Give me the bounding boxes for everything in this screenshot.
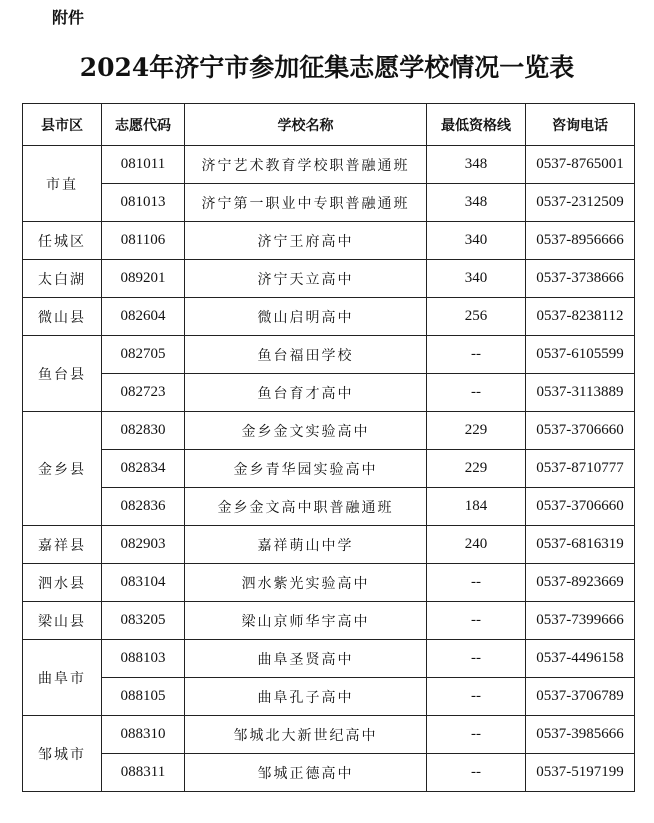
school-name-cell: 金乡金文高中职普融通班 (185, 488, 427, 526)
min-score-cell: 229 (427, 412, 526, 450)
table-row (23, 184, 635, 222)
code-cell: 082903 (102, 526, 185, 564)
min-score-cell: -- (427, 564, 526, 602)
district-cell: 邹城市 (23, 716, 102, 792)
school-name-cell: 鱼台育才高中 (185, 374, 427, 412)
district-cell: 梁山县 (23, 602, 102, 640)
phone-cell: 0537-8710777 (526, 450, 635, 488)
phone-cell: 0537-3706660 (526, 488, 635, 526)
min-score-cell: 240 (427, 526, 526, 564)
table-row (23, 678, 635, 716)
table-row (23, 336, 635, 374)
school-name-cell: 曲阜孔子高中 (185, 678, 427, 716)
code-cell: 082705 (102, 336, 185, 374)
min-score-cell: -- (427, 374, 526, 412)
phone-cell: 0537-7399666 (526, 602, 635, 640)
code-cell: 083104 (102, 564, 185, 602)
code-cell: 081013 (102, 184, 185, 222)
min-score-cell: 340 (427, 222, 526, 260)
school-name-cell: 梁山京师华宇高中 (185, 602, 427, 640)
phone-cell: 0537-3985666 (526, 716, 635, 754)
phone-cell: 0537-6105599 (526, 336, 635, 374)
table-row (23, 564, 635, 602)
code-cell: 081011 (102, 146, 185, 184)
code-cell: 088105 (102, 678, 185, 716)
table-row (23, 640, 635, 678)
min-score-cell: -- (427, 678, 526, 716)
code-cell: 082834 (102, 450, 185, 488)
code-cell: 082604 (102, 298, 185, 336)
header-school: 学校名称 (185, 104, 427, 146)
school-name-cell: 济宁王府高中 (185, 222, 427, 260)
phone-cell: 0537-3706660 (526, 412, 635, 450)
header-phone: 咨询电话 (526, 104, 635, 146)
phone-cell: 0537-2312509 (526, 184, 635, 222)
code-cell: 082836 (102, 488, 185, 526)
min-score-cell: 348 (427, 146, 526, 184)
district-cell: 微山县 (23, 298, 102, 336)
school-table (22, 103, 635, 792)
code-cell: 083205 (102, 602, 185, 640)
school-name-cell: 微山启明高中 (185, 298, 427, 336)
min-score-cell: 348 (427, 184, 526, 222)
min-score-cell: -- (427, 602, 526, 640)
min-score-cell: 184 (427, 488, 526, 526)
phone-cell: 0537-6816319 (526, 526, 635, 564)
min-score-cell: -- (427, 716, 526, 754)
phone-cell: 0537-5197199 (526, 754, 635, 792)
table-row (23, 602, 635, 640)
table-row (23, 146, 635, 184)
document-title: 2024年济宁市参加征集志愿学校情况一览表 (79, 53, 575, 82)
attachment-label: 附件 (52, 8, 85, 27)
code-cell: 089201 (102, 260, 185, 298)
school-name-cell: 金乡金文实验高中 (185, 412, 427, 450)
phone-cell: 0537-8923669 (526, 564, 635, 602)
phone-cell: 0537-3113889 (526, 374, 635, 412)
table-body (23, 146, 635, 792)
phone-cell: 0537-3706789 (526, 678, 635, 716)
school-name-cell: 鱼台福田学校 (185, 336, 427, 374)
district-cell: 鱼台县 (23, 336, 102, 412)
table-header-row (23, 104, 635, 146)
code-cell: 082830 (102, 412, 185, 450)
school-name-cell: 邹城正德高中 (185, 754, 427, 792)
school-name-cell: 金乡青华园实验高中 (185, 450, 427, 488)
school-name-cell: 济宁天立高中 (185, 260, 427, 298)
table-row (23, 260, 635, 298)
school-name-cell: 济宁艺术教育学校职普融通班 (185, 146, 427, 184)
phone-cell: 0537-8765001 (526, 146, 635, 184)
table-row (23, 412, 635, 450)
district-cell: 泗水县 (23, 564, 102, 602)
min-score-cell: 340 (427, 260, 526, 298)
school-name-cell: 嘉祥萌山中学 (185, 526, 427, 564)
district-cell: 嘉祥县 (23, 526, 102, 564)
table-row (23, 374, 635, 412)
code-cell: 088103 (102, 640, 185, 678)
district-cell: 太白湖 (23, 260, 102, 298)
table-row (23, 716, 635, 754)
school-name-cell: 曲阜圣贤高中 (185, 640, 427, 678)
min-score-cell: 256 (427, 298, 526, 336)
school-name-cell: 邹城北大新世纪高中 (185, 716, 427, 754)
code-cell: 088310 (102, 716, 185, 754)
district-cell: 任城区 (23, 222, 102, 260)
phone-cell: 0537-3738666 (526, 260, 635, 298)
phone-cell: 0537-4496158 (526, 640, 635, 678)
table-row (23, 754, 635, 792)
min-score-cell: 229 (427, 450, 526, 488)
table-row (23, 222, 635, 260)
table-row (23, 526, 635, 564)
phone-cell: 0537-8956666 (526, 222, 635, 260)
code-cell: 088311 (102, 754, 185, 792)
min-score-cell: -- (427, 754, 526, 792)
header-min-score: 最低资格线 (427, 104, 526, 146)
district-cell: 市直 (23, 146, 102, 222)
table-row (23, 298, 635, 336)
table-row (23, 488, 635, 526)
min-score-cell: -- (427, 336, 526, 374)
code-cell: 081106 (102, 222, 185, 260)
phone-cell: 0537-8238112 (526, 298, 635, 336)
school-name-cell: 济宁第一职业中专职普融通班 (185, 184, 427, 222)
header-code: 志愿代码 (102, 104, 185, 146)
code-cell: 082723 (102, 374, 185, 412)
min-score-cell: -- (427, 640, 526, 678)
district-cell: 金乡县 (23, 412, 102, 526)
table-row (23, 450, 635, 488)
header-district: 县市区 (23, 104, 102, 146)
school-name-cell: 泗水紫光实验高中 (185, 564, 427, 602)
district-cell: 曲阜市 (23, 640, 102, 716)
